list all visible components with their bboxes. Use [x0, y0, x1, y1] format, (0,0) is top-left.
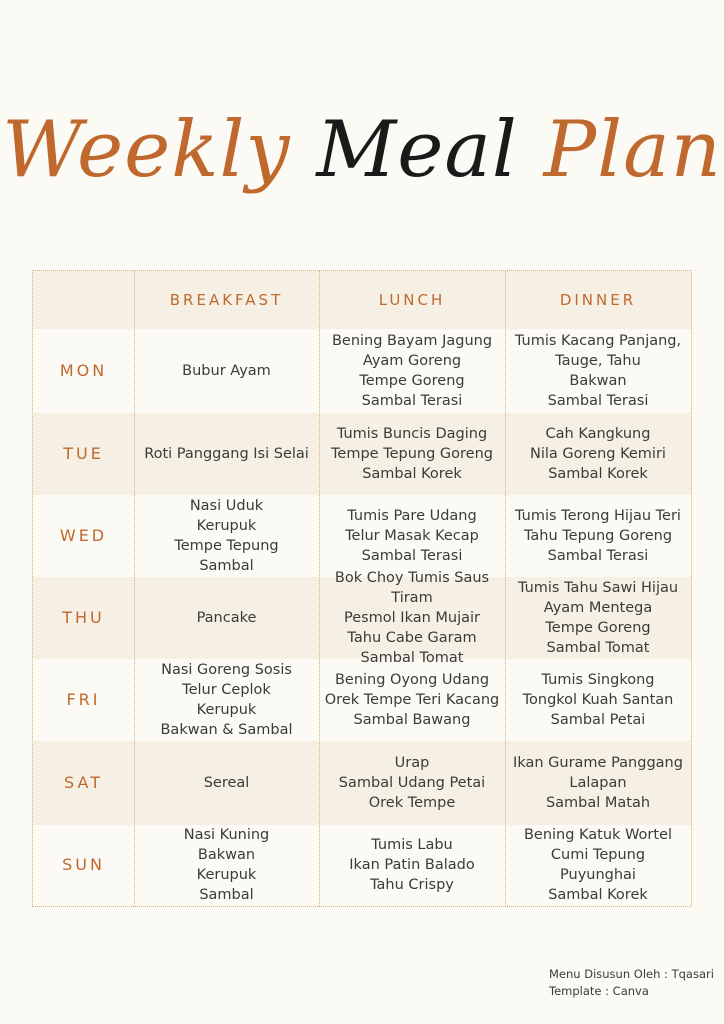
meal-lunch-thu: Bok Choy Tumis Saus Tiram Pesmol Ikan Mujair Tahu Cabe Garam Sambal Tomat — [334, 570, 490, 666]
meal-breakfast-sun: Nasi Kuning Bakwan Kerupuk Sambal — [183, 827, 270, 903]
day-label-sun: SUN — [62, 855, 105, 874]
meal-breakfast-fri: Nasi Goreng Sosis Telur Ceplok Kerupuk Bakwan & Sambal — [160, 662, 293, 738]
meal-dinner-fri: Tumis Singkong Tongkol Kuah Santan Sambal Petai — [522, 672, 674, 728]
day-label-wed: WED — [59, 526, 108, 545]
header-dinner: DINNER — [559, 291, 637, 309]
day-label-thu: THU — [62, 608, 105, 627]
meal-breakfast-mon: Bubur Ayam — [182, 363, 271, 379]
title-word-weekly: Weekly — [2, 105, 291, 195]
meal-dinner-tue: Cah Kangkung Nila Goreng Kemiri Sambal Korek — [530, 426, 666, 482]
credit-template: Template : Canva — [549, 984, 649, 998]
title-word-meal: Meal — [316, 105, 518, 195]
meal-lunch-sun: Tumis Labu Ikan Patin Balado Tahu Crispy — [349, 837, 475, 893]
day-label-sat: SAT — [64, 773, 103, 792]
day-label-fri: FRI — [66, 690, 101, 709]
meal-lunch-fri: Bening Oyong Udang Orek Tempe Teri Kacang Sambal Bawang — [324, 672, 500, 728]
meal-plan-table — [32, 270, 692, 907]
meal-dinner-sat: Ikan Gurame Panggang Lalapan Sambal Matah — [513, 755, 683, 811]
header-lunch: LUNCH — [378, 291, 446, 309]
meal-breakfast-sat: Sereal — [203, 775, 250, 791]
meal-breakfast-wed: Nasi Uduk Kerupuk Tempe Tepung Sambal — [174, 498, 279, 574]
header-breakfast: BREAKFAST — [169, 291, 284, 309]
meal-lunch-wed: Tumis Pare Udang Telur Masak Kecap Sambal Terasi — [345, 508, 479, 564]
page-title — [0, 70, 724, 230]
meal-lunch-tue: Tumis Buncis Daging Tempe Tepung Goreng Sambal Korek — [331, 426, 493, 482]
meal-breakfast-tue: Roti Panggang Isi Selai — [144, 446, 309, 462]
meal-dinner-wed: Tumis Terong Hijau Teri Tahu Tepung Goreng Sambal Terasi — [515, 508, 681, 564]
credits — [549, 966, 714, 1000]
day-label-tue: TUE — [63, 444, 104, 463]
title-word-plan: Plan — [543, 105, 722, 195]
day-label-mon: MON — [59, 361, 108, 380]
meal-lunch-sat: Urap Sambal Udang Petai Orek Tempe — [338, 755, 486, 811]
meal-lunch-mon: Bening Bayam Jagung Ayam Goreng Tempe Goreng Sambal Terasi — [331, 333, 493, 409]
meal-dinner-thu: Tumis Tahu Sawi Hijau Ayam Mentega Tempe Goreng Sambal Tomat — [517, 580, 679, 656]
meal-dinner-mon: Tumis Kacang Panjang, Tauge, Tahu Bakwan Sambal Terasi — [514, 333, 682, 409]
credit-author: Menu Disusun Oleh : Tqasari — [549, 967, 714, 981]
meal-breakfast-thu: Pancake — [196, 610, 257, 626]
meal-dinner-sun: Bening Katuk Wortel Cumi Tepung Puyunghai Sambal Korek — [523, 827, 673, 903]
